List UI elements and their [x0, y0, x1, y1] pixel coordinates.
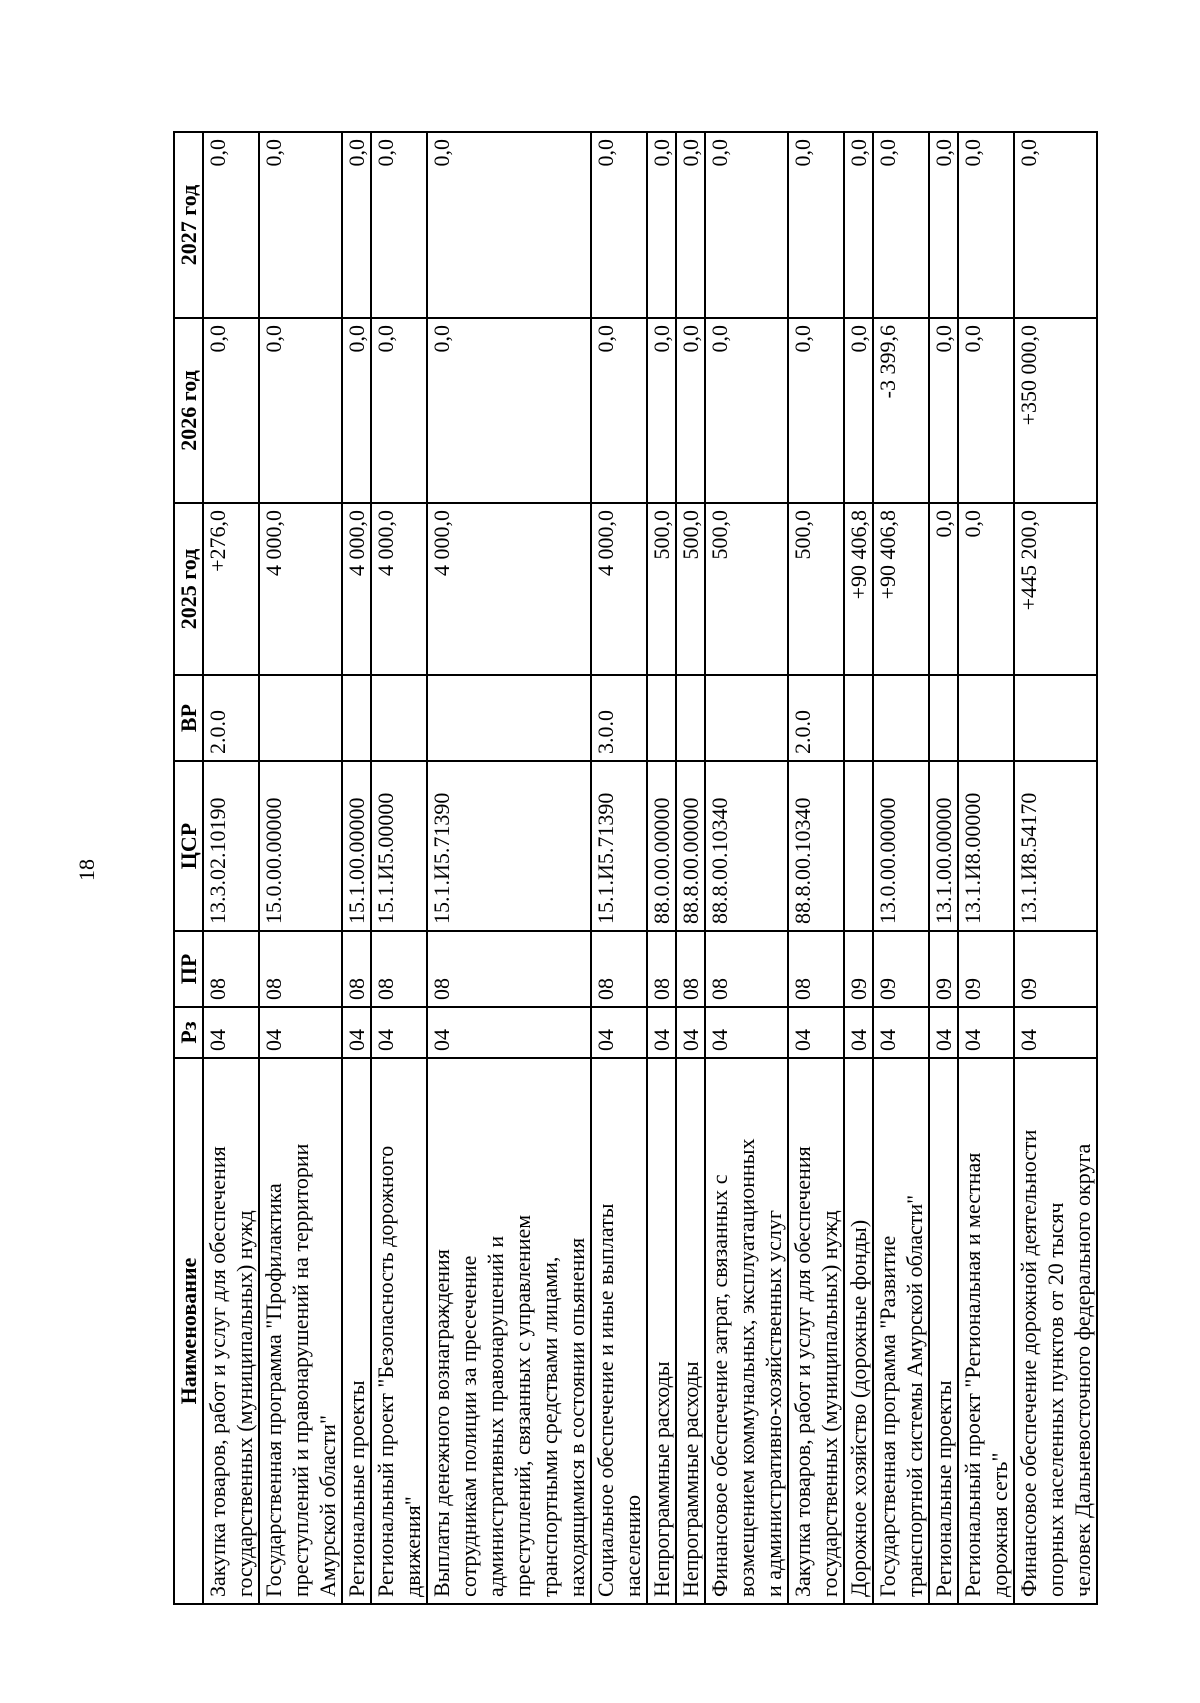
cell-rz: 04	[873, 1007, 929, 1058]
cell-2025: 500,0	[705, 503, 788, 675]
cell-rz: 04	[203, 1007, 259, 1058]
cell-2027: 0,0	[929, 132, 958, 318]
cell-vr	[647, 675, 676, 761]
cell-2026: 0,0	[958, 318, 1014, 503]
cell-2025: 4 000,0	[259, 503, 342, 675]
header-csr: ЦСР	[174, 761, 203, 931]
cell-2026: 0,0	[591, 318, 647, 503]
cell-csr: 15.1.И5.71390	[427, 761, 591, 931]
cell-2027: 0,0	[591, 132, 647, 318]
cell-vr	[844, 675, 873, 761]
cell-pr: 08	[427, 931, 591, 1007]
cell-rz: 04	[958, 1007, 1014, 1058]
cell-rz: 04	[788, 1007, 844, 1058]
cell-2027: 0,0	[203, 132, 259, 318]
cell-name: Социальное обеспечение и иные выплаты населению	[591, 1058, 647, 1604]
cell-2025: 500,0	[647, 503, 676, 675]
cell-2026: 0,0	[705, 318, 788, 503]
cell-csr: 15.1.И5.71390	[591, 761, 647, 931]
cell-rz: 04	[371, 1007, 427, 1058]
cell-rz: 04	[676, 1007, 705, 1058]
cell-2027: 0,0	[647, 132, 676, 318]
cell-name: Выплаты денежного вознаграждения сотрудникам полиции за пресечение административных правонарушений и преступлений, связанных с управлением транспортными средствами лицами, находящимися в состоянии опьянения	[427, 1058, 591, 1604]
cell-pr: 08	[342, 931, 371, 1007]
cell-rz: 04	[342, 1007, 371, 1058]
cell-pr: 08	[676, 931, 705, 1007]
header-pr: ПР	[174, 931, 203, 1007]
cell-vr	[958, 675, 1014, 761]
cell-2025: 0,0	[929, 503, 958, 675]
table-row	[705, 132, 788, 1604]
cell-name: Финансовое обеспечение дорожной деятельности опорных населенных пунктов от 20 тысяч человек Дальневосточного федерального округа	[1014, 1058, 1097, 1604]
cell-2025: 500,0	[788, 503, 844, 675]
cell-2026: 0,0	[342, 318, 371, 503]
table-row	[591, 132, 647, 1604]
cell-name: Региональные проекты	[929, 1058, 958, 1604]
cell-csr: 88.8.00.00000	[676, 761, 705, 931]
cell-2026: 0,0	[929, 318, 958, 503]
cell-pr: 08	[591, 931, 647, 1007]
table-row	[1014, 132, 1097, 1604]
cell-2027: 0,0	[958, 132, 1014, 318]
table-row	[427, 132, 591, 1604]
cell-rz: 04	[844, 1007, 873, 1058]
cell-vr	[676, 675, 705, 761]
cell-vr: 3.0.0	[591, 675, 647, 761]
cell-vr	[371, 675, 427, 761]
table-row	[788, 132, 844, 1604]
cell-pr: 09	[1014, 931, 1097, 1007]
cell-2025: 4 000,0	[427, 503, 591, 675]
cell-2025: 4 000,0	[591, 503, 647, 675]
cell-pr: 09	[844, 931, 873, 1007]
cell-csr: 15.1.И5.00000	[371, 761, 427, 931]
cell-csr	[844, 761, 873, 931]
cell-pr: 09	[958, 931, 1014, 1007]
cell-2026: 0,0	[203, 318, 259, 503]
cell-2027: 0,0	[1014, 132, 1097, 318]
cell-2027: 0,0	[259, 132, 342, 318]
page-number: 18	[74, 859, 99, 881]
cell-csr: 13.0.00.00000	[873, 761, 929, 931]
cell-csr: 15.0.00.00000	[259, 761, 342, 931]
table-row	[203, 132, 259, 1604]
cell-2025: +445 200,0	[1014, 503, 1097, 675]
table-row	[371, 132, 427, 1604]
budget-table	[173, 131, 1098, 1605]
cell-vr	[427, 675, 591, 761]
cell-vr: 2.0.0	[788, 675, 844, 761]
cell-name: Государственная программа "Развитие транспортной системы Амурской области"	[873, 1058, 929, 1604]
header-2025: 2025 год	[174, 503, 203, 675]
cell-2025: +90 406,8	[873, 503, 929, 675]
cell-2027: 0,0	[371, 132, 427, 318]
cell-rz: 04	[259, 1007, 342, 1058]
cell-rz: 04	[647, 1007, 676, 1058]
cell-name: Финансовое обеспечение затрат, связанных с возмещением коммунальных, эксплуатационных и административно-хозяйственных услуг	[705, 1058, 788, 1604]
cell-pr: 08	[788, 931, 844, 1007]
cell-pr: 08	[203, 931, 259, 1007]
cell-name: Непрограммные расходы	[647, 1058, 676, 1604]
header-vr: ВР	[174, 675, 203, 761]
header-2026: 2026 год	[174, 318, 203, 503]
cell-2025: 0,0	[958, 503, 1014, 675]
cell-pr: 09	[873, 931, 929, 1007]
cell-csr: 13.1.И8.54170	[1014, 761, 1097, 931]
cell-name: Дорожное хозяйство (дорожные фонды)	[844, 1058, 873, 1604]
table-row	[259, 132, 342, 1604]
cell-2026: -3 399,6	[873, 318, 929, 503]
cell-vr	[873, 675, 929, 761]
table-row	[342, 132, 371, 1604]
cell-csr: 13.1.00.00000	[929, 761, 958, 931]
cell-vr	[705, 675, 788, 761]
cell-2026: 0,0	[427, 318, 591, 503]
cell-name: Непрограммные расходы	[676, 1058, 705, 1604]
cell-2027: 0,0	[844, 132, 873, 318]
cell-2025: 500,0	[676, 503, 705, 675]
cell-2027: 0,0	[788, 132, 844, 318]
table-row	[844, 132, 873, 1604]
cell-2026: 0,0	[844, 318, 873, 503]
cell-pr: 09	[929, 931, 958, 1007]
cell-rz: 04	[1014, 1007, 1097, 1058]
header-rz: Рз	[174, 1007, 203, 1058]
table-header-row	[174, 132, 203, 1604]
cell-2027: 0,0	[342, 132, 371, 318]
cell-csr: 13.3.02.10190	[203, 761, 259, 931]
table-row	[929, 132, 958, 1604]
cell-name: Региональный проект "Региональная и местная дорожная сеть"	[958, 1058, 1014, 1604]
cell-pr: 08	[647, 931, 676, 1007]
cell-vr	[342, 675, 371, 761]
cell-vr: 2.0.0	[203, 675, 259, 761]
table-row	[647, 132, 676, 1604]
cell-csr: 13.1.И8.00000	[958, 761, 1014, 931]
cell-2026: +350 000,0	[1014, 318, 1097, 503]
cell-2027: 0,0	[873, 132, 929, 318]
cell-name: Региональный проект "Безопасность дорожного движения"	[371, 1058, 427, 1604]
table-row	[676, 132, 705, 1604]
cell-2025: +90 406,8	[844, 503, 873, 675]
cell-vr	[929, 675, 958, 761]
cell-name: Региональные проекты	[342, 1058, 371, 1604]
cell-csr: 15.1.00.00000	[342, 761, 371, 931]
table-row	[873, 132, 929, 1604]
cell-pr: 08	[259, 931, 342, 1007]
cell-csr: 88.0.00.00000	[647, 761, 676, 931]
cell-rz: 04	[929, 1007, 958, 1058]
header-name: Наименование	[174, 1058, 203, 1604]
cell-2026: 0,0	[371, 318, 427, 503]
cell-2026: 0,0	[676, 318, 705, 503]
cell-2026: 0,0	[788, 318, 844, 503]
cell-rz: 04	[705, 1007, 788, 1058]
cell-2025: 4 000,0	[371, 503, 427, 675]
cell-2027: 0,0	[705, 132, 788, 318]
cell-2026: 0,0	[259, 318, 342, 503]
cell-2025: +276,0	[203, 503, 259, 675]
cell-pr: 08	[705, 931, 788, 1007]
cell-name: Закупка товаров, работ и услуг для обеспечения государственных (муниципальных) нужд	[203, 1058, 259, 1604]
cell-csr: 88.8.00.10340	[788, 761, 844, 931]
cell-name: Государственная программа "Профилактика преступлений и правонарушений на территории Амурской области"	[259, 1058, 342, 1604]
table-row	[958, 132, 1014, 1604]
cell-csr: 88.8.00.10340	[705, 761, 788, 931]
cell-name: Закупка товаров, работ и услуг для обеспечения государственных (муниципальных) нужд	[788, 1058, 844, 1604]
cell-2027: 0,0	[427, 132, 591, 318]
cell-pr: 08	[371, 931, 427, 1007]
cell-vr	[1014, 675, 1097, 761]
cell-2027: 0,0	[676, 132, 705, 318]
cell-rz: 04	[591, 1007, 647, 1058]
cell-2026: 0,0	[647, 318, 676, 503]
header-2027: 2027 год	[174, 132, 203, 318]
table-body	[203, 132, 1097, 1604]
budget-table-container	[173, 133, 1113, 1605]
cell-vr	[259, 675, 342, 761]
cell-rz: 04	[427, 1007, 591, 1058]
cell-2025: 4 000,0	[342, 503, 371, 675]
